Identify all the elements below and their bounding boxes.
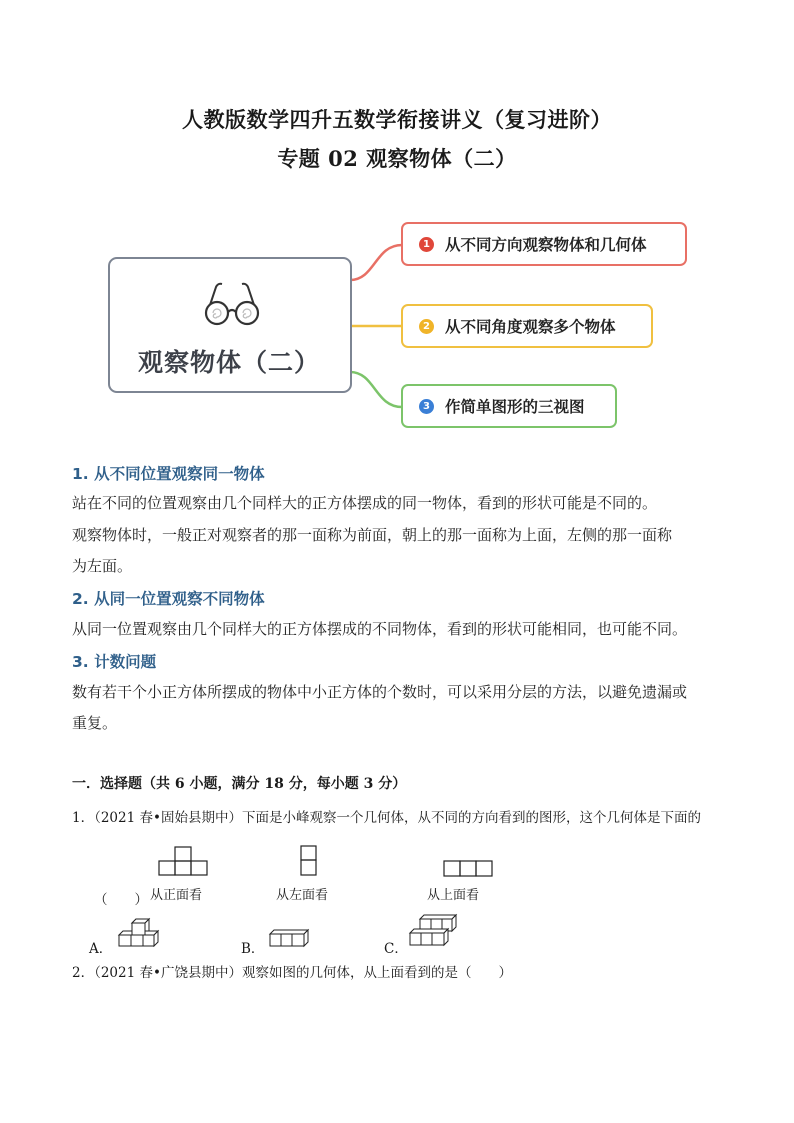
knowledge-heading-3: 3. 计数问题 — [72, 653, 157, 671]
left-view-figure — [300, 845, 318, 877]
top-view-figure — [443, 860, 495, 878]
knowledge-heading-2: 2. 从同一位置观察不同物体 — [72, 590, 265, 608]
branch-number: 3 — [419, 399, 434, 414]
option-b-label: B． — [241, 941, 265, 957]
knowledge-text: 从同一位置观察由几个同样大的正方体摆成的不同物体，看到的形状可能相同，也可能不同。 — [72, 620, 688, 638]
mindmap-center-label: 观察物体（二） — [138, 348, 321, 377]
option-a-label: A． — [89, 941, 113, 957]
option-c-figure — [408, 913, 460, 947]
branch-number: 1 — [419, 237, 434, 252]
knowledge-text: 重复。 — [72, 714, 118, 732]
branch-label: 从不同角度观察多个物体 — [445, 318, 616, 336]
left-view-label: 从左面看 — [276, 888, 329, 903]
mindmap-center-node — [108, 257, 352, 393]
front-view-label: 从正面看 — [150, 888, 203, 903]
branch-label: 作简单图形的三视图 — [445, 398, 585, 416]
knowledge-text: 数有若干个小正方体所摆成的物体中小正方体的个数时，可以采用分层的方法，以避免遗漏或 — [72, 683, 688, 701]
question-1-text: 1．（2021 春•固始县期中）下面是小峰观察一个几何体，从不同的方向看到的图形，这个几何体是下面的 — [72, 810, 701, 826]
option-b-figure — [268, 928, 310, 948]
mindmap-branch-3 — [401, 384, 617, 428]
mindmap-branch-1 — [401, 222, 687, 266]
front-view-figure — [158, 846, 210, 876]
branch-label: 从不同方向观察物体和几何体 — [445, 236, 647, 254]
document-title: 人教版数学四升五数学衔接讲义（复习进阶） — [182, 107, 612, 132]
option-a-figure — [115, 915, 163, 947]
branch-number: 2 — [419, 319, 434, 334]
glasses-icon — [202, 281, 262, 327]
mindmap-branch-2 — [401, 304, 653, 348]
document-subtitle: 专题 02 观察物体（二） — [277, 146, 517, 171]
option-c-label: C． — [384, 941, 408, 957]
section-title: 一．选择题（共 6 小题，满分 18 分，每小题 3 分） — [72, 776, 407, 792]
knowledge-text: 观察物体时，一般正对观察者的那一面称为前面，朝上的那一面称为上面，左侧的那一面称 — [72, 526, 673, 544]
knowledge-text: 站在不同的位置观察由几个同样大的正方体摆成的同一物体，看到的形状可能是不同的。 — [72, 494, 658, 512]
question-1-blank: （ ） — [94, 892, 148, 908]
top-view-label: 从上面看 — [427, 888, 480, 903]
knowledge-text: 为左面。 — [72, 557, 133, 575]
question-2-text: 2．（2021 春•广饶县期中）观察如图的几何体，从上面看到的是（ ） — [72, 965, 512, 981]
knowledge-heading-1: 1. 从不同位置观察同一物体 — [72, 465, 265, 483]
